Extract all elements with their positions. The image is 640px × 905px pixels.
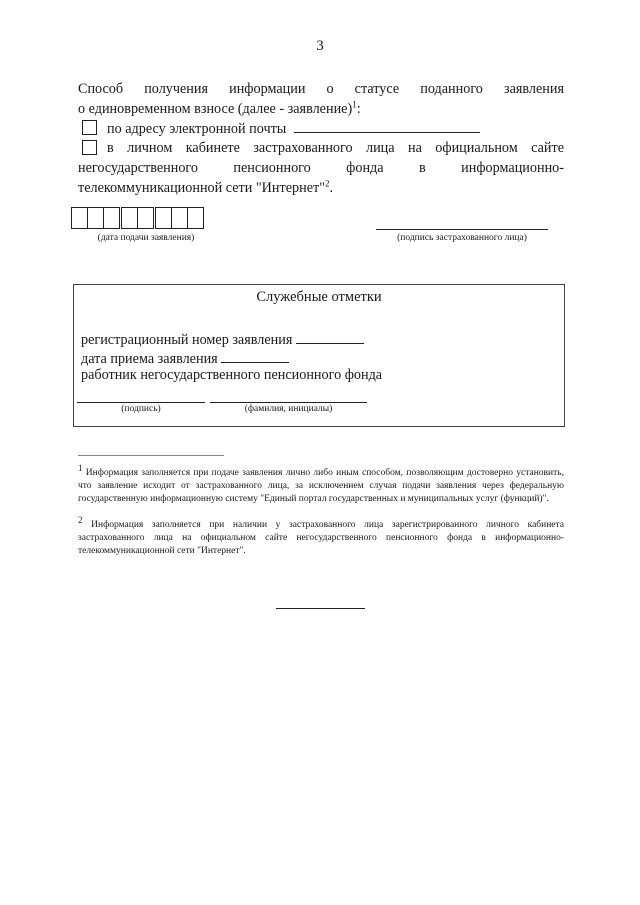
footnote-1 [78, 462, 564, 506]
cabinet-option-text: телекоммуникационной сети "Интернет" [78, 180, 325, 196]
date-received-row [81, 348, 289, 368]
method-heading-text: о единовременном взносе (далее - заявление) [78, 101, 353, 117]
email-option-checkbox[interactable] [82, 120, 97, 135]
method-heading-line2 [78, 99, 564, 119]
email-input-line[interactable] [294, 118, 480, 133]
footnote-1-text: Информация заполняется при подаче заявления лично либо иным способом, позволяющим достоверно установить, что заявление исходит от застрахованного лица, за исключением случая подачи заявления через федеральную государственную информационную систему "Единый портал государственных и муниципальных услуг (функций)". [78, 468, 564, 504]
date-cell[interactable] [187, 207, 204, 229]
employee-name-caption: (фамилия, инициалы) [244, 404, 333, 414]
date-cell[interactable] [121, 207, 138, 229]
method-heading-colon: : [356, 101, 361, 117]
date-cell[interactable] [137, 207, 154, 229]
cabinet-option-line3 [78, 178, 564, 198]
footnote-1-mark: 1 [78, 462, 83, 473]
cabinet-option-period: . [329, 180, 334, 196]
insured-signature-line[interactable] [376, 229, 548, 230]
page-number: 3 [316, 38, 324, 54]
method-heading-line1: Способ получения информации о статусе поданного заявления [78, 81, 564, 97]
footnote-2 [78, 514, 564, 558]
document-end-rule [276, 608, 365, 609]
date-cell[interactable] [171, 207, 188, 229]
insured-signature-caption: (подпись застрахованного лица) [397, 233, 527, 243]
cabinet-option-checkbox[interactable] [82, 140, 97, 155]
cabinet-option-line1: в личном кабинете застрахованного лица на официальном сайте [107, 140, 564, 156]
employee-label: работник негосударственного пенсионного фонда [81, 367, 383, 383]
email-option-label: по адресу электронной почты [107, 121, 287, 137]
office-notes-title: Служебные отметки [256, 289, 382, 305]
date-received-label: дата приема заявления [81, 351, 218, 367]
employee-signature-caption: (подпись) [121, 404, 161, 414]
footnote-ref-2: 2 [325, 178, 330, 189]
application-date-cells[interactable] [71, 207, 203, 229]
footnote-2-text: Информация заполняется при наличии у застрахованного лица зарегистрированного личного кабинета застрахованного лица на официальном сайте негосударственного пенсионного фонда в информационно-телекоммуникационной сети "Интернет". [78, 520, 564, 556]
office-notes-box [73, 284, 565, 427]
reg-number-row [81, 329, 364, 349]
employee-name-line[interactable] [210, 402, 367, 403]
footnote-separator [78, 455, 224, 456]
date-cell[interactable] [87, 207, 104, 229]
email-option-row [107, 118, 480, 139]
reg-number-label: регистрационный номер заявления [81, 332, 293, 348]
date-cell[interactable] [71, 207, 88, 229]
cabinet-option-line2: негосударственного пенсионного фонда в информационно- [78, 160, 564, 176]
date-cell[interactable] [155, 207, 172, 229]
employee-signature-line[interactable] [77, 402, 205, 403]
reg-number-input-line[interactable] [296, 329, 364, 344]
date-cell[interactable] [103, 207, 120, 229]
footnote-ref-1: 1 [352, 99, 357, 110]
date-received-input-line[interactable] [221, 348, 289, 363]
footnote-2-mark: 2 [78, 514, 83, 525]
date-caption: (дата подачи заявления) [97, 233, 195, 243]
